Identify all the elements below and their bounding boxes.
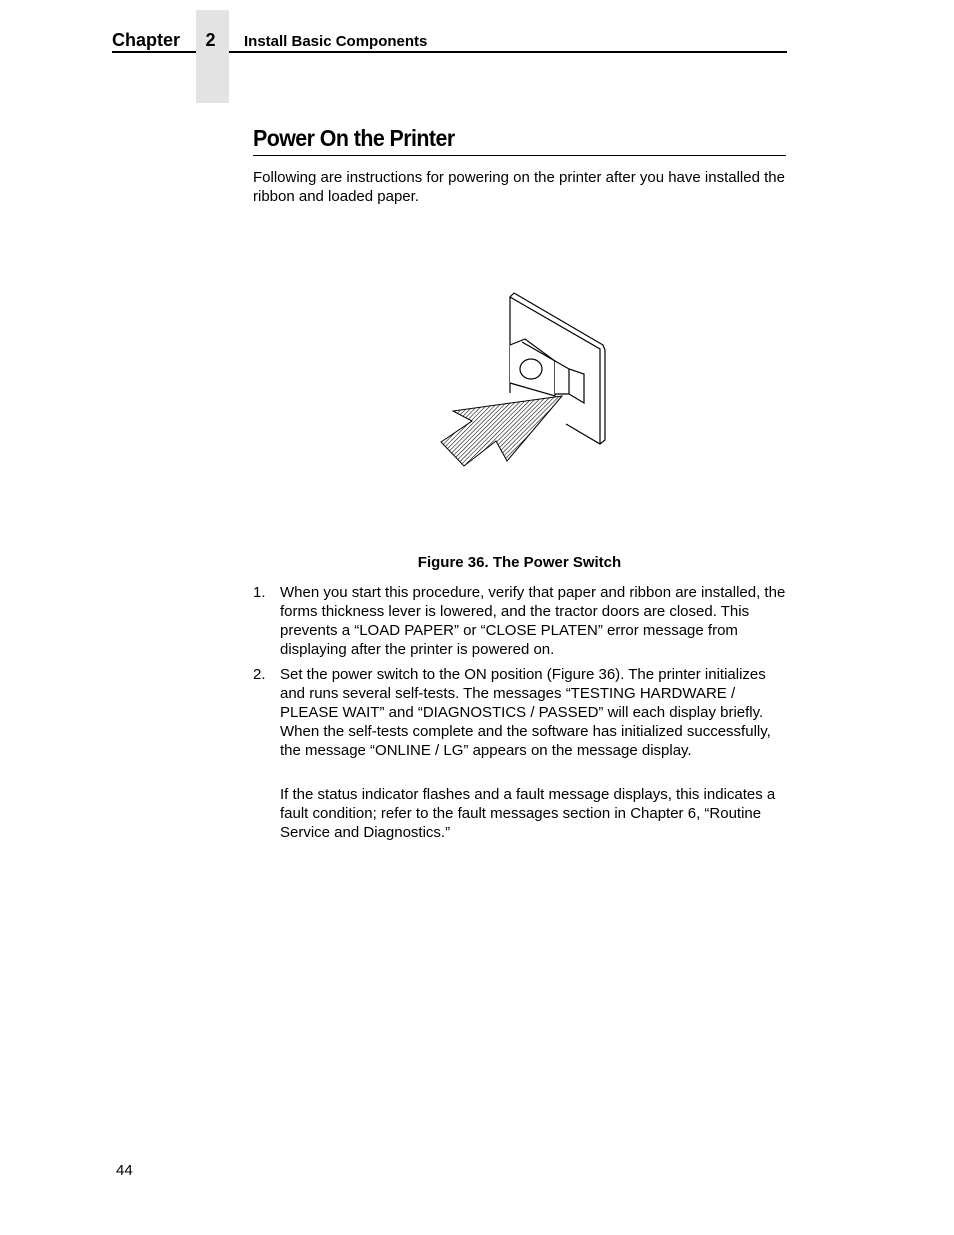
power-switch-figure xyxy=(436,290,612,470)
chapter-number: 2 xyxy=(205,30,216,50)
list-item xyxy=(253,665,789,760)
intro-paragraph: Following are instructions for powering on the printer after you have installed the ribbon and loaded paper. xyxy=(253,169,785,205)
power-switch-icon xyxy=(436,290,612,470)
section-title: Power On the Printer xyxy=(253,125,455,151)
step-number: 2. xyxy=(253,666,266,683)
list-item xyxy=(253,583,789,659)
figure-caption: Figure 36. The Power Switch xyxy=(417,554,622,571)
page-number: 44 xyxy=(116,1162,133,1179)
chapter-title: Install Basic Components xyxy=(244,33,428,50)
chapter-label: Chapter xyxy=(112,30,181,50)
step-text: When you start this procedure, verify that paper and ribbon are installed, the forms thickness lever is lowered, and the tractor doors are closed. This prevents a “LOAD PAPER” or “CLOSE PLATEN” error message from displaying after the printer is powered on. xyxy=(280,584,786,658)
section-rule xyxy=(253,155,786,156)
step-number: 1. xyxy=(253,584,266,601)
step-note: If the status indicator flashes and a fault message displays, this indicates a fault condition; refer to the fault messages section in Chapter 6, “Routine Service and Diagnostics.” xyxy=(280,786,776,841)
chapter-tab xyxy=(196,10,229,103)
header-rule xyxy=(229,51,787,53)
step-text: Set the power switch to the ON position (Figure 36). The printer initializes and runs several self-tests. The messages “TESTING HARDWARE / PLEASE WAIT” and “DIAGNOSTICS / PASSED” will each display briefly. When the self-tests complete and the software has initialized successfully, the message “ONLINE / LG” appears on the message display. xyxy=(280,666,771,759)
chapter-label-underline xyxy=(112,51,196,53)
